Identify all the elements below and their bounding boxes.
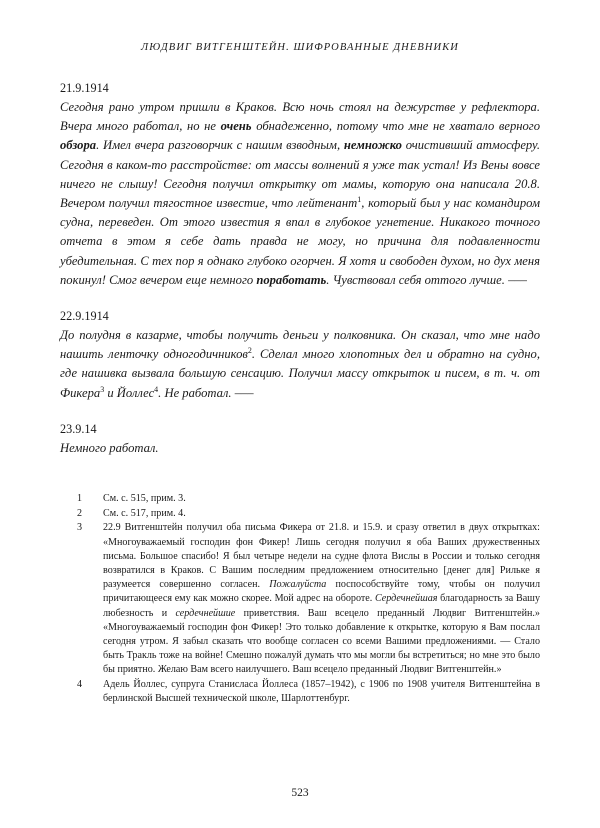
page-number: 523	[291, 787, 309, 799]
footnotes	[77, 492, 540, 707]
footnote-ref: 1	[357, 194, 362, 204]
text-run: Адель Йоллес, супруга Станисласа Йоллеса (1857–1942), с 1906 по 1908 учителя Витгенштейна в берлинской Высшей технической школе, Шарлоттенбург.	[103, 679, 540, 705]
emphasis-italic: Пожалуйста	[269, 579, 327, 591]
emphasis-bold: очень	[220, 119, 252, 134]
entry-text	[60, 326, 540, 403]
footnote-text	[103, 521, 540, 677]
text-run: До полудня в казарме, чтобы получить деньги у полковника. Он сказал, что мне надо нашить ленточку одногодичников	[60, 328, 540, 362]
diary-body	[60, 79, 540, 475]
text-run: , который был у нас командиром судна, переведен. От этого известия я впал в глубокое угнетение. Никакого точного отчета в этом я себе дать правда не могу, но причина для подавленности убедительная. С тех пор я однако глубоко огорчен. Я хотя и свободен духом, но дух меня покинул! Смог вечером еще немного	[60, 196, 540, 287]
text-run: обнадеженно, потому что мне не хватало верного	[251, 119, 540, 134]
text-run: 22.9 Витгенштейн получил оба письма Фикера от 21.8. и 15.9. и сразу ответил в двух открытках: «Многоуважаемый господин фон Фикер! Лишь сегодня получил я оба Ваших дружественных письма. Большое спасибо! Я был четыре недели на судне флота Вислы в России и только сегодня возвратился в Краков. С Вашим последним предложением относительно [денег для] Рильке я разумеется совершенно согласен.	[103, 522, 540, 591]
text-run: См. с. 517, прим. 4.	[103, 507, 186, 519]
text-run: Сегодня рано утром пришли в Краков. Всю ночь стоял на дежурстве у рефлектора. Вчера много работал, но не	[60, 100, 540, 134]
entry-text	[60, 439, 540, 458]
entry-date: 22.9.1914	[60, 309, 109, 324]
emphasis-bold: немножко	[343, 138, 402, 153]
emphasis-bold: обзора	[60, 138, 97, 153]
footnote	[77, 678, 540, 706]
entry-date: 21.9.1914	[60, 81, 109, 95]
emphasis-bold: поработать	[256, 272, 327, 287]
text-run: приветствия. Ваш всецело преданный Людвиг Витгенштейн.» «Многоуважаемый господин фон Фикер! Это только добавление к открытке, которую я Вам послал сегодня утром. Я забыл сказать что вообще согласен со всеми Вашими предложениями. — Стало быть Тракль тоже на войне! Смешно пожалуй думать что мы могли бы встретиться; но мне это было бы приятно. Желаю Вам всего наилучшего. Ваш всецело преданный Людвиг Витгенштейн.»	[103, 607, 540, 676]
diary-entry	[60, 307, 540, 403]
footnote-number: 2	[77, 507, 83, 519]
footnote-ref: 4	[154, 384, 159, 394]
text-run: благодарность за Вашу любезность и	[103, 593, 540, 619]
footnote-number: 1	[77, 493, 83, 504]
footnote-number: 3	[77, 522, 83, 534]
text-run: . Чувствовал себя оттого лучше. –––	[326, 272, 527, 287]
diary-entry	[60, 420, 540, 458]
footnote	[77, 492, 540, 506]
footnote-text	[103, 678, 540, 706]
text-run: поспособствуйте тому, чтобы он получил причитающееся ему как можно скорее. Мой адрес на обороте.	[103, 579, 540, 605]
footnote	[77, 507, 540, 521]
entry-text	[60, 98, 540, 290]
running-head: ЛЮДВИГ ВИТГЕНШТЕЙН. ШИФРОВАННЫЕ ДНЕВНИКИ	[141, 42, 459, 53]
footnote-text	[103, 492, 540, 506]
text-run: очистивший атмосферу. Сегодня в каком-то расстройстве: от массы волнений я уже так устал! Из Вены вовсе ничего не слышу! Сегодня получил открытку от мамы, которую она написала 20.8. Вечером получил тягостное известие, что лейтенант	[60, 138, 541, 211]
text-run: . Сделал много хлопотных дел и обратно на судно, где нашивка вызвала большую сенсацию. Получил массу открыток и писем, в т. ч. от Фикера	[60, 347, 540, 400]
text-run: См. с. 515, прим. 3.	[103, 493, 186, 504]
text-run: и Йоллес	[104, 385, 155, 400]
emphasis-italic: сердечнейшие	[175, 607, 236, 619]
entry-date: 23.9.14	[60, 421, 97, 436]
text-run: . Не работал. –––	[158, 385, 254, 400]
emphasis-italic: Сердечнейшая	[374, 593, 438, 605]
text-run: . Имел вчера разговорчик с нашим взводным,	[96, 138, 344, 153]
footnote-text	[103, 507, 540, 521]
footnote	[77, 521, 540, 677]
footnote-ref: 2	[247, 346, 252, 356]
footnote-number: 4	[77, 679, 83, 691]
footnote-ref: 3	[100, 384, 105, 394]
text-run: Немного работал.	[60, 440, 159, 455]
diary-entry	[60, 79, 540, 290]
